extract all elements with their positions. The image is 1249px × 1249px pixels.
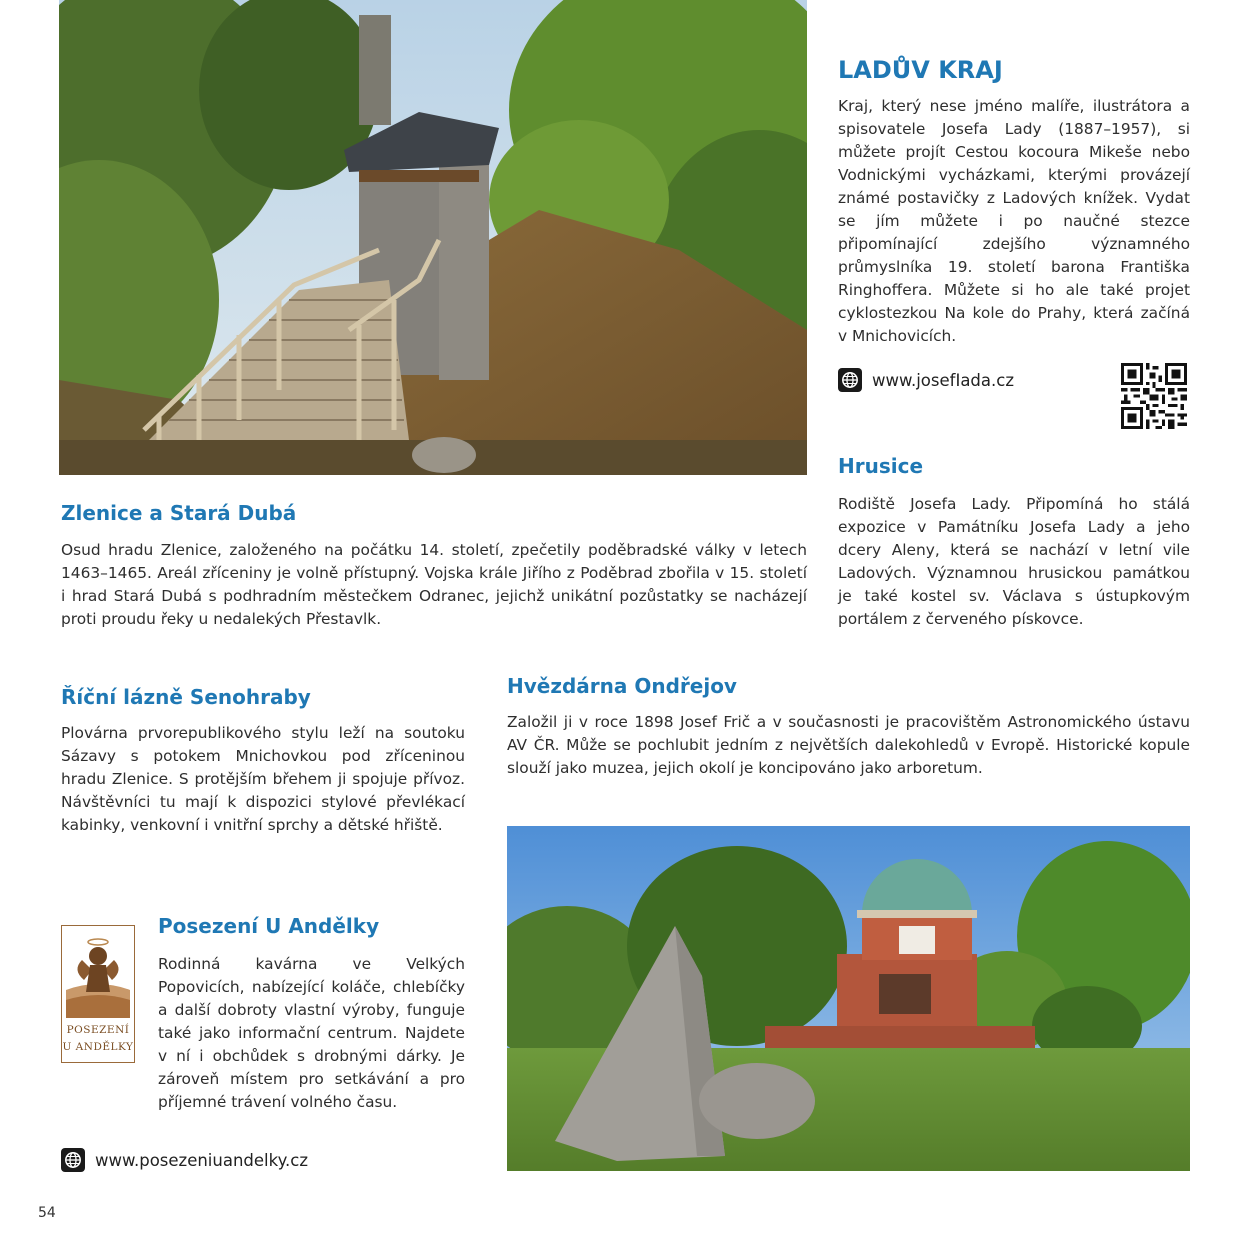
globe-icon [838,368,862,392]
section-text-senohraby: Plovárna prvorepublikového stylu leží na soutoku Sázavy s potokem Mnichovkou pod zříceninou hradu Zlenice. S protějším břehem ji spojuje přívoz. Návštěvníci tu mají k dispozici stylové převlékací kabinky, venkovní i vnitřní sprchy a dětské hřiště. [61,724,465,834]
logo-text-line2: U ANDĚLKY [62,1041,134,1053]
website-url[interactable]: www.posezeniuandelky.cz [95,1150,308,1170]
castle-ruin-photo [59,0,807,475]
section-text-ladav-kraj: Kraj, který nese jméno malíře, ilustrátora a spisovatele Josefa Lady (1887–1957), si můžete projít Cestou kocoura Mikeše nebo Vodnickými vycházkami, kterými provázejí známé postavičky z Ladových knížek. Vydat se jím můžete i po naučné stezce připomínající zdejšího významného průmyslníka 19. století barona Františka Ringhoffera. Můžete si ho ale také projet cyklostezkou Na kole do Prahy, která začíná v Mnichovicích. [838,97,1190,345]
section-title-zlenice: Zlenice a Stará Dubá [61,501,297,525]
website-url[interactable]: www.josefIada.cz [872,370,1014,390]
logo-text-line1: POSEZENÍ [66,1024,130,1036]
section-text-hrusice: Rodiště Josefa Lady. Připomíná ho stálá expozice v Památníku Josefa Lady a jeho dcery Aleny, která se nachází v letní vile Ladových. Významnou hrusickou památkou je také kostel sv. Václava s ústupkovým portálem z červeného pískovce. [838,495,1190,628]
page-number: 54 [38,1205,56,1221]
angel-logo [61,925,135,1063]
section-title-andelka: Posezení U Andělky [158,914,380,938]
section-title-senohraby: Říční lázně Senohraby [61,685,311,709]
website-link-andelka[interactable] [61,1148,308,1172]
observatory-photo [507,826,1190,1171]
section-title-ladav-kraj: LADŮV KRAJ [838,56,1003,84]
section-title-ondrejov: Hvězdárna Ondřejov [507,674,737,698]
qr-code [1120,363,1188,429]
section-text-andelka: Rodinná kavárna ve Velkých Popovicích, nabízející koláče, chlebíčky a další dobroty vlastní výroby, funguje také jako informační centrum. Najdete v ní i obchůdek s drobnými dárky. Je zároveň místem pro setkávání a pro příjemné trávení volného času. [158,955,465,1111]
section-text-ondrejov: Založil ji v roce 1898 Josef Frič a v současnosti je pracovištěm Astronomického ústavu AV ČR. Může se pochlubit jedním z největších dalekohledů v Evropě. Historické kopule slouží jako muzea, jejich okolí je koncipováno jako arboretum. [507,713,1190,777]
globe-icon [61,1148,85,1172]
website-link-josefIada[interactable] [838,368,1014,392]
section-text-zlenice: Osud hradu Zlenice, založeného na počátku 14. století, zpečetily poděbradské války v letech 1463–1465. Areál zříceniny je volně přístupný. Vojska krále Jiřího z Poděbrad zbořila v 15. století i hrad Stará Dubá s podhradním městečkem Odranec, jejichž unikátní pozůstatky se nacházejí proti proudu řeky u nedalekých Přestavlk. [61,541,807,628]
section-title-hrusice: Hrusice [838,454,924,478]
